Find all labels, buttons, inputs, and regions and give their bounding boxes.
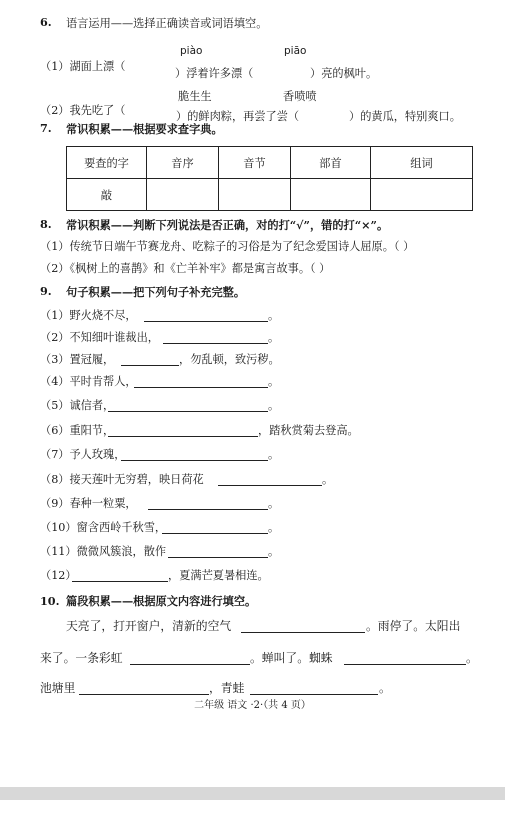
q9-item-2-suffix: 。 <box>268 331 280 344</box>
q9-item-8-suffix: 。 <box>322 473 334 486</box>
q10-line2-mid: 。蝉叫了。蜘蛛 <box>250 651 333 665</box>
q9-item-11-prefix: （11）微微风簇浪，散作 <box>40 545 167 558</box>
q9-number: 9. <box>40 284 52 298</box>
q6-title: 语言运用——选择正确读音或词语填空。 <box>66 17 268 30</box>
q8-number: 8. <box>40 217 52 231</box>
header-words: 组词 <box>371 147 473 179</box>
q6-word-b: 香喷喷 <box>283 90 317 103</box>
q8-title: 常识积累——判断下列说法是否正确，对的打“√”，错的打“×”。 <box>66 218 389 232</box>
q9-item-5-prefix: （5）诚信者， <box>40 399 115 412</box>
q10-line2-prefix: 来了。一条彩虹 <box>40 651 123 665</box>
answer-cell-syllable[interactable] <box>219 179 291 211</box>
q10-line3-prefix: 池塘里 <box>40 681 76 695</box>
q10-line1-prefix: 天亮了，打开窗户，清新的空气 <box>66 619 232 633</box>
q7-number: 7. <box>40 121 52 135</box>
q10-line3-end: 。 <box>379 681 391 695</box>
q10-line3-blank-1[interactable] <box>79 694 209 695</box>
q9-item-7-suffix: 。 <box>268 448 280 461</box>
answer-cell-words[interactable] <box>371 179 473 211</box>
page-footer: 二年级 语文 ·2·（共 4 页） <box>194 700 311 711</box>
q9-item-12-prefix: （12） <box>40 569 77 582</box>
q7-title: 常识积累——根据要求查字典。 <box>66 122 223 136</box>
q9-item-4-prefix: （4）平时肯帮人， <box>40 375 137 388</box>
q10-line2-blank-2[interactable] <box>344 664 466 665</box>
q9-item-12-blank[interactable] <box>72 581 168 582</box>
q9-item-6-suffix: ，踏秋赏菊去登高。 <box>258 424 359 437</box>
q6-pinyin-a: piào <box>180 45 203 57</box>
q6-number: 6. <box>40 15 52 29</box>
q6-p2-mid: ）的鲜肉粽，再尝了尝（ <box>176 110 300 123</box>
q9-item-3-prefix: （3）置冠履， <box>40 353 115 366</box>
q9-item-10-suffix: 。 <box>268 521 280 534</box>
q10-line1-suffix: 。雨停了。太阳出 <box>366 619 461 633</box>
q9-item-8-prefix: （8）接天莲叶无穷碧，映日荷花 <box>40 473 204 486</box>
q6-p1-mid: ）浮着许多漂（ <box>175 67 254 80</box>
q10-line2-end: 。 <box>466 651 478 665</box>
q9-item-11-blank[interactable] <box>168 557 268 558</box>
q9-item-5-suffix: 。 <box>268 399 280 412</box>
q9-item-7-blank[interactable] <box>121 460 268 461</box>
q6-pinyin-b: piāo <box>284 45 307 57</box>
bottom-scroll-bar <box>0 787 505 800</box>
header-radical: 部首 <box>291 147 371 179</box>
header-syllable: 音节 <box>219 147 291 179</box>
q9-title: 句子积累——把下列句子补充完整。 <box>66 285 246 299</box>
q6-word-a: 脆生生 <box>178 90 212 103</box>
q9-item-6-prefix: （6）重阳节， <box>40 424 115 437</box>
q10-line3-blank-2[interactable] <box>250 694 378 695</box>
table-header-row <box>67 147 473 179</box>
q6-p2-end: ）的黄瓜，特别爽口。 <box>349 110 461 123</box>
q9-item-10-blank[interactable] <box>162 533 268 534</box>
q6-p1-label: （1）湖面上漂（ <box>40 60 126 73</box>
q9-item-8-blank[interactable] <box>218 485 322 486</box>
q8-statement-2: （2）《枫树上的喜鹊》和《亡羊补牢》都是寓言故事。（ ） <box>40 262 331 275</box>
q9-item-9-blank[interactable] <box>148 509 268 510</box>
q9-item-10-prefix: （10）窗含西岭千秋雪， <box>40 521 167 534</box>
q9-item-11-suffix: 。 <box>268 545 280 558</box>
q10-number: 10. <box>40 594 60 608</box>
header-initial: 音序 <box>147 147 219 179</box>
q10-line3-mid: ，青蛙 <box>209 681 245 695</box>
q9-item-2-prefix: （2）不知细叶谁裁出， <box>40 331 159 344</box>
header-char: 要查的字 <box>67 147 147 179</box>
q8-statement-1: （1）传统节日端午节赛龙舟、吃粽子的习俗是为了纪念爱国诗人屈原。（ ） <box>40 240 415 253</box>
q9-item-7-prefix: （7）予人玫瑰， <box>40 448 126 461</box>
q10-line1-blank[interactable] <box>241 632 365 633</box>
q9-item-12-suffix: ，夏满芒夏暑相连。 <box>168 569 269 582</box>
q9-item-3-blank[interactable] <box>121 365 179 366</box>
q9-item-1-suffix: 。 <box>268 309 280 322</box>
q9-item-5-blank[interactable] <box>108 411 268 412</box>
q9-item-9-suffix: 。 <box>268 497 280 510</box>
q9-item-4-blank[interactable] <box>134 387 268 388</box>
q9-item-6-blank[interactable] <box>108 436 258 437</box>
table-row <box>67 179 473 211</box>
q10-title: 篇段积累——根据原文内容进行填空。 <box>66 594 257 608</box>
q6-p1-end: ）亮的枫叶。 <box>310 67 378 80</box>
answer-cell-radical[interactable] <box>291 179 371 211</box>
q9-item-4-suffix: 。 <box>268 375 280 388</box>
q9-item-1-prefix: （1）野火烧不尽， <box>40 309 137 322</box>
dictionary-table <box>66 146 473 211</box>
q10-line2-blank-1[interactable] <box>130 664 250 665</box>
answer-cell-initial[interactable] <box>147 179 219 211</box>
q9-item-9-prefix: （9）春种一粒粟， <box>40 497 137 510</box>
q9-item-1-blank[interactable] <box>144 321 268 322</box>
q9-item-3-suffix: ，勿乱顿，致污秽。 <box>179 353 280 366</box>
row-char: 敲 <box>67 179 147 211</box>
q9-item-2-blank[interactable] <box>163 343 268 344</box>
q6-p2-label: （2）我先吃了（ <box>40 104 126 117</box>
